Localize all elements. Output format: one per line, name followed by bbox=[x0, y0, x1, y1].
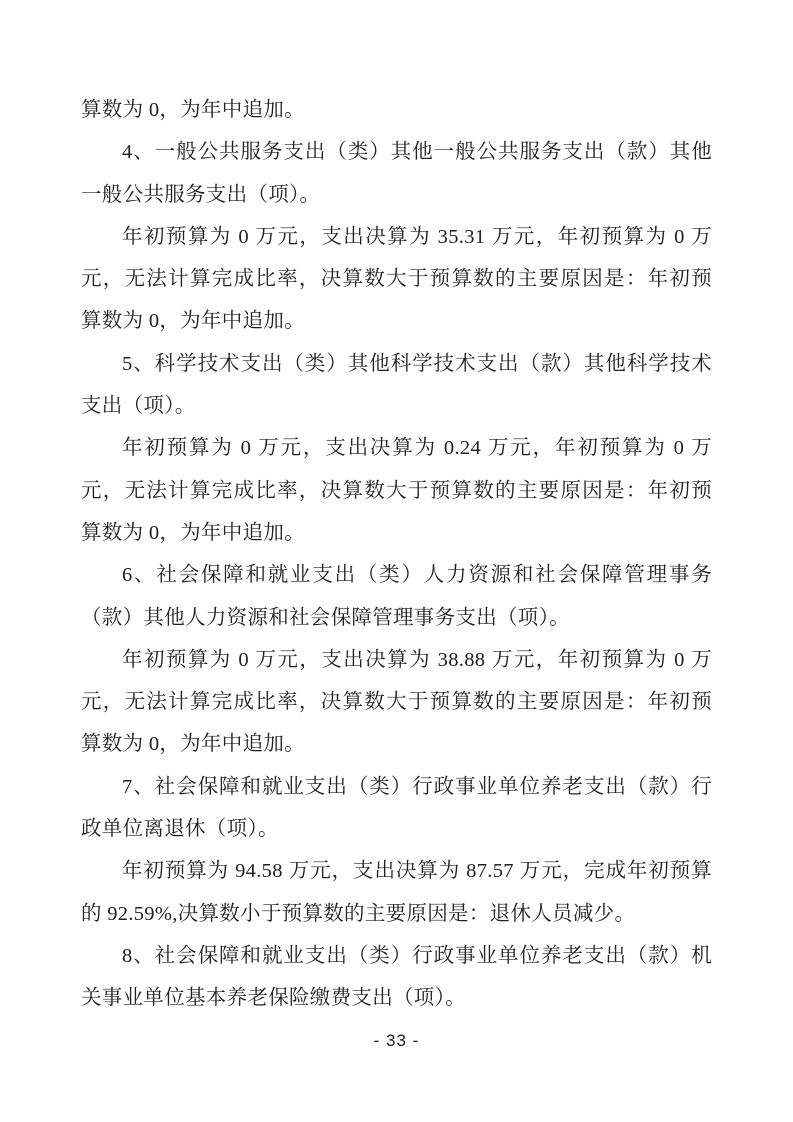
text-line: 6、社会保障和就业支出（类）人力资源和社会保障管理事务 bbox=[122, 564, 712, 587]
text-line: 的 92.59%,决算数小于预算数的主要原因是：退休人员减少。 bbox=[81, 902, 636, 925]
text-line: 5、科学技术支出（类）其他科学技术支出（款）其他科学技术 bbox=[122, 352, 712, 375]
text-line: 关事业单位基本养老保险缴费支出（项）。 bbox=[81, 987, 466, 1010]
page-number: - 33 - bbox=[373, 1031, 420, 1050]
text-line: 年初预算为 0 万元，支出决算为 35.31 万元，年初预算为 0 万 bbox=[122, 225, 712, 248]
text-line: 算数为 0，为年中追加。 bbox=[81, 733, 305, 756]
page-footer bbox=[0, 1031, 793, 1051]
text-line: （款）其他人力资源和社会保障管理事务支出（项）。 bbox=[81, 606, 570, 629]
text-line: 算数为 0，为年中追加。 bbox=[81, 99, 305, 121]
text-line: 政单位离退休（项）。 bbox=[81, 818, 279, 841]
text-line: 元，无法计算完成比率，决算数大于预算数的主要原因是：年初预 bbox=[81, 691, 712, 714]
text-line: 元，无法计算完成比率，决算数大于预算数的主要原因是：年初预 bbox=[81, 268, 712, 291]
document-body bbox=[81, 89, 712, 1020]
text-line: 年初预算为 94.58 万元，支出决算为 87.57 万元，完成年初预算 bbox=[122, 860, 712, 883]
text-line: 算数为 0，为年中追加。 bbox=[81, 521, 305, 544]
text-line: 4、一般公共服务支出（类）其他一般公共服务支出（款）其他 bbox=[122, 141, 712, 164]
text-line: 年初预算为 0 万元，支出决算为 0.24 万元，年初预算为 0 万 bbox=[122, 437, 712, 460]
text-line: 算数为 0，为年中追加。 bbox=[81, 310, 305, 333]
text-line: 8、社会保障和就业支出（类）行政事业单位养老支出（款）机 bbox=[122, 944, 712, 967]
text-line: 支出（项）。 bbox=[81, 395, 196, 418]
text-line: 元，无法计算完成比率，决算数大于预算数的主要原因是：年初预 bbox=[81, 479, 712, 502]
text-line: 一般公共服务支出（项）。 bbox=[81, 183, 321, 206]
text-line: 7、社会保障和就业支出（类）行政事业单位养老支出（款）行 bbox=[122, 775, 712, 798]
text-line: 年初预算为 0 万元，支出决算为 38.88 万元，年初预算为 0 万 bbox=[122, 648, 712, 671]
